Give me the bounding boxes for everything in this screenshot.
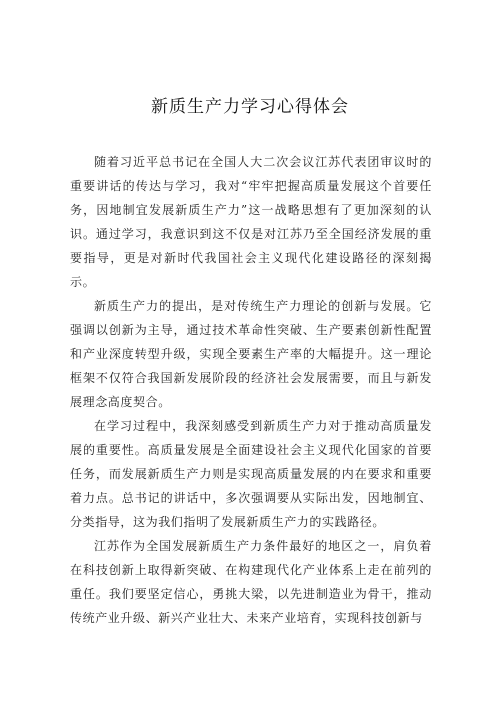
paragraph-2: 新质生产力的提出，是对传统生产力理论的创新与发展。它强调以创新为主导，通过技术革命性突破、生产要素创新性配置和产业深度转型升级，实现全要素生产率的大幅提升。这一理论框架不仅符合我国新发展阶段的经济社会发展需要，而且与新发展理念高度契合。 [70,299,432,409]
paragraph-1: 随着习近平总书记在全国人大二次会议江苏代表团审议时的重要讲话的传达与学习，我对“牢牢把握高质量发展这个首要任务，因地制宜发展新质生产力”这一战略思想有了更加深刻的认识。通过学习，我意识到这不仅是对江苏乃至全国经济发展的重要指导，更是对新时代我国社会主义现代化建设路径的深刻揭示。 [70,155,432,289]
document-title: 新质生产力学习心得体会 [151,97,349,117]
paragraph-3: 在学习过程中，我深刻感受到新质生产力对于推动高质量发展的重要性。高质量发展是全面建设社会主义现代化国家的首要任务，而发展新质生产力则是实现高质量发展的内在要求和重要着力点。总书记的讲话中，多次强调要从实际出发，因地制宜、分类指导，这为我们指明了发展新质生产力的实践路径。 [70,419,432,529]
paragraph-4: 江苏作为全国发展新质生产力条件最好的地区之一，肩负着在科技创新上取得新突破、在构建现代化产业体系上走在前列的重任。我们要坚定信心，勇挑大梁，以先进制造业为骨干，推动传统产业升级、新兴产业壮大、未来产业培育，实现科技创新与 [70,539,432,625]
document-body [70,150,432,630]
